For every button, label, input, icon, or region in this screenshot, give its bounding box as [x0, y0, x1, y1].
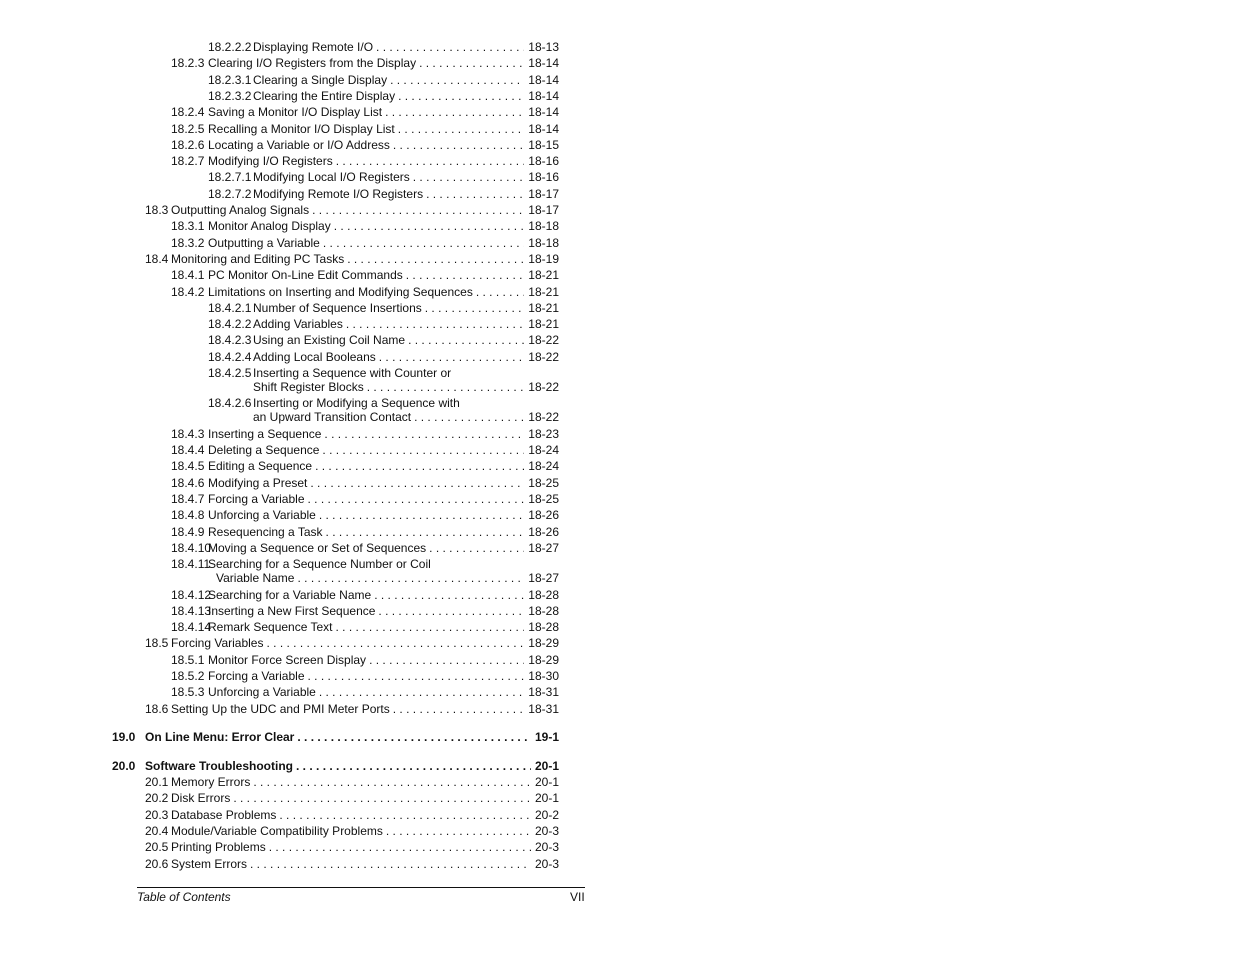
toc-entry-heading[interactable]: [208, 366, 451, 380]
toc-entry[interactable]: [171, 653, 559, 667]
toc-entry-number: 18.4.7: [171, 492, 205, 506]
toc-entry-title: Clearing a Single Display: [253, 73, 388, 87]
toc-entry[interactable]: [171, 492, 559, 506]
toc-dot-leader: [414, 410, 524, 424]
toc-entry-number: 18.4.2.2: [208, 317, 252, 331]
toc-entry[interactable]: [208, 40, 559, 54]
toc-entry-page: 18-14: [528, 122, 559, 136]
toc-entry-number: 18.4.3: [171, 427, 205, 441]
toc-entry-number: 18.4.4: [171, 443, 205, 457]
toc-entry-number: 18.2.7: [171, 154, 205, 168]
toc-entry-page: 18-29: [528, 636, 559, 650]
toc-entry[interactable]: [112, 759, 559, 773]
toc-entry-number: 18.4.2.5: [208, 366, 252, 380]
toc-entry[interactable]: [171, 105, 559, 119]
toc-entry-title-continuation: Shift Register Blocks: [253, 380, 364, 394]
toc-entry-number: 18.2.3: [171, 56, 205, 70]
toc-entry-title: On Line Menu: Error Clear: [145, 730, 295, 744]
toc-dot-leader: [319, 508, 524, 522]
toc-entry-title: Inserting a Sequence: [208, 427, 322, 441]
toc-entry[interactable]: [171, 604, 559, 618]
toc-entry-page: 18-18: [528, 219, 559, 233]
toc-entry-number: 18.5: [145, 636, 169, 650]
toc-entry-number: 20.2: [145, 791, 169, 805]
toc-dot-leader: [406, 268, 525, 282]
toc-entry[interactable]: [171, 285, 559, 299]
toc-entry-number: 18.2.2.2: [208, 40, 252, 54]
toc-entry-title: Resequencing a Task: [208, 525, 323, 539]
toc-entry[interactable]: [216, 571, 559, 585]
toc-dot-leader: [297, 730, 531, 744]
toc-dot-leader: [379, 350, 525, 364]
toc-entry-title: Recalling a Monitor I/O Display List: [208, 122, 395, 136]
toc-dot-leader: [324, 427, 524, 441]
toc-dot-leader: [367, 380, 525, 394]
toc-entry-number: 18.4.1: [171, 268, 205, 282]
footer-section-title: Table of Contents: [137, 890, 231, 904]
toc-entry-page: 18-17: [528, 203, 559, 217]
toc-entry-number: 18.4.2.1: [208, 301, 252, 315]
toc-dot-leader: [322, 443, 524, 457]
toc-entry-title: Modifying a Preset: [208, 476, 308, 490]
toc-entry[interactable]: [171, 588, 559, 602]
toc-entry-page: 18-28: [528, 588, 559, 602]
toc-dot-leader: [323, 236, 524, 250]
toc-entry-number: 18.4.10: [171, 541, 212, 555]
toc-dot-leader: [425, 301, 525, 315]
toc-entry-title: Saving a Monitor I/O Display List: [208, 105, 383, 119]
toc-entry[interactable]: [145, 791, 559, 805]
toc-entry[interactable]: [171, 669, 559, 683]
toc-entry-title: Memory Errors: [171, 775, 251, 789]
toc-dot-leader: [429, 541, 524, 555]
toc-entry-page: 18-24: [528, 459, 559, 473]
toc-entry[interactable]: [171, 427, 559, 441]
toc-entry-page: 18-17: [528, 187, 559, 201]
toc-dot-leader: [326, 525, 525, 539]
toc-entry[interactable]: [145, 636, 559, 650]
toc-entry[interactable]: [145, 252, 559, 266]
toc-entry-title: Disk Errors: [171, 791, 231, 805]
toc-entry[interactable]: [171, 459, 559, 473]
toc-entry-title: Locating a Variable or I/O Address: [208, 138, 390, 152]
toc-entry-number: 18.2.5: [171, 122, 205, 136]
toc-entry[interactable]: [208, 170, 559, 184]
toc-entry-page: 18-25: [528, 492, 559, 506]
footer-page-number: VII: [570, 890, 585, 904]
toc-entry-title: Unforcing a Variable: [208, 508, 316, 522]
toc-entry[interactable]: [171, 525, 559, 539]
toc-dot-leader: [413, 170, 525, 184]
toc-dot-leader: [419, 56, 524, 70]
toc-entry[interactable]: [171, 685, 559, 699]
toc-entry[interactable]: [171, 154, 559, 168]
toc-dot-leader: [390, 73, 524, 87]
toc-entry-title: Monitoring and Editing PC Tasks: [171, 252, 345, 266]
toc-dot-leader: [315, 459, 524, 473]
toc-entry-title: Modifying I/O Registers: [208, 154, 333, 168]
toc-entry-title: Moving a Sequence or Set of Sequences: [208, 541, 427, 555]
toc-entry[interactable]: [171, 219, 559, 233]
toc-entry-number: 18.4.13: [171, 604, 212, 618]
toc-dot-leader: [393, 702, 525, 716]
toc-entry-number: 20.0: [112, 759, 136, 773]
toc-entry-title: Inserting or Modifying a Sequence with: [253, 396, 460, 410]
toc-entry-title: Clearing I/O Registers from the Display: [208, 56, 417, 70]
toc-entry-number: 18.2.6: [171, 138, 205, 152]
toc-entry-number: 19.0: [112, 730, 136, 744]
toc-entry-page: 20-1: [534, 791, 559, 805]
toc-entry-title: Searching for a Variable Name: [208, 588, 372, 602]
toc-entry-title: Module/Variable Compatibility Problems: [171, 824, 383, 838]
toc-entry-page: 18-21: [528, 268, 559, 282]
toc-dot-leader: [310, 476, 524, 490]
toc-dot-leader: [398, 122, 525, 136]
toc-entry-title: Clearing the Entire Display: [253, 89, 396, 103]
toc-entry[interactable]: [171, 443, 559, 457]
toc-entry-page: 18-31: [528, 685, 559, 699]
toc-entry-title: Adding Variables: [253, 317, 343, 331]
toc-entry-number: 18.4.9: [171, 525, 205, 539]
toc-entry-number: 18.4.8: [171, 508, 205, 522]
toc-entry-title: Using an Existing Coil Name: [253, 333, 406, 347]
toc-entry-title: System Errors: [171, 857, 248, 871]
toc-entry-title: Forcing a Variable: [208, 669, 305, 683]
toc-entry-title: Displaying Remote I/O: [253, 40, 374, 54]
toc-entry-page: 18-16: [528, 170, 559, 184]
toc-dot-leader: [279, 808, 531, 822]
toc-entry-number: 20.4: [145, 824, 169, 838]
toc-entry-page: 18-24: [528, 443, 559, 457]
toc-entry-number: 18.4.14: [171, 620, 212, 634]
toc-entry-title: Inserting a New First Sequence: [208, 604, 376, 618]
toc-entry-page: 18-28: [528, 620, 559, 634]
toc-entry-page: 18-26: [528, 508, 559, 522]
toc-dot-leader: [408, 333, 524, 347]
toc-entry-page: 18-19: [528, 252, 559, 266]
toc-entry-number: 20.6: [145, 857, 169, 871]
toc-entry[interactable]: [208, 350, 559, 364]
toc-entry-page: 18-22: [528, 350, 559, 364]
toc-entry-page: 18-21: [528, 285, 559, 299]
toc-entry-page: 19-1: [534, 730, 559, 744]
toc-entry-number: 18.6: [145, 702, 169, 716]
toc-entry-number: 18.4.12: [171, 588, 212, 602]
toc-entry-page: 20-1: [534, 759, 559, 773]
toc-entry-title: Printing Problems: [171, 840, 266, 854]
toc-dot-leader: [308, 492, 525, 506]
toc-entry-heading[interactable]: [171, 557, 431, 571]
toc-entry-page: 20-3: [534, 824, 559, 838]
toc-entry-title: Searching for a Sequence Number or Coil: [208, 557, 431, 571]
toc-dot-leader: [347, 252, 524, 266]
toc-entry-title: Monitor Analog Display: [208, 219, 331, 233]
toc-dot-leader: [386, 824, 531, 838]
toc-dot-leader: [376, 40, 524, 54]
toc-dot-leader: [398, 89, 524, 103]
toc-dot-leader: [297, 571, 524, 585]
toc-entry-page: 18-21: [528, 317, 559, 331]
toc-entry-title: PC Monitor On-Line Edit Commands: [208, 268, 403, 282]
toc-entry-number: 20.5: [145, 840, 169, 854]
toc-entry[interactable]: [208, 73, 559, 87]
toc-entry[interactable]: [171, 138, 559, 152]
toc-entry-title: Forcing Variables: [171, 636, 264, 650]
toc-entry-number: 18.2.3.1: [208, 73, 252, 87]
toc-dot-leader: [336, 620, 525, 634]
toc-dot-leader: [269, 840, 531, 854]
footer-rule: [137, 887, 585, 888]
toc-dot-leader: [369, 653, 524, 667]
toc-entry-page: 18-14: [528, 56, 559, 70]
toc-entry-title: Inserting a Sequence with Counter or: [253, 366, 452, 380]
toc-entry-page: 18-14: [528, 73, 559, 87]
toc-dot-leader: [378, 604, 524, 618]
toc-dot-leader: [346, 317, 524, 331]
toc-entry[interactable]: [171, 236, 559, 250]
toc-dot-leader: [385, 105, 524, 119]
toc-entry[interactable]: [145, 203, 559, 217]
toc-entry[interactable]: [208, 317, 559, 331]
toc-entry-number: 18.2.7.1: [208, 170, 252, 184]
toc-entry-page: 18-22: [528, 380, 559, 394]
toc-entry[interactable]: [145, 824, 559, 838]
toc-entry-number: 18.3.2: [171, 236, 205, 250]
toc-entry-page: 18-21: [528, 301, 559, 315]
toc-entry-page: 18-14: [528, 89, 559, 103]
toc-entry-number: 18.4.2.6: [208, 396, 252, 410]
toc-entry-page: 18-14: [528, 105, 559, 119]
toc-dot-leader: [266, 636, 524, 650]
toc-entry-number: 18.5.2: [171, 669, 205, 683]
toc-entry[interactable]: [171, 268, 559, 282]
toc-entry[interactable]: [145, 808, 559, 822]
toc-entry-page: 18-30: [528, 669, 559, 683]
toc-dot-leader: [393, 138, 524, 152]
toc-entry[interactable]: [145, 857, 559, 871]
toc-entry-number: 20.1: [145, 775, 169, 789]
toc-dot-leader: [374, 588, 524, 602]
toc-entry-page: 18-13: [528, 40, 559, 54]
toc-entry[interactable]: [171, 508, 559, 522]
toc-entry-page: 18-26: [528, 525, 559, 539]
toc-dot-leader: [334, 219, 525, 233]
toc-entry-page: 18-22: [528, 410, 559, 424]
toc-entry-page: 20-3: [534, 857, 559, 871]
toc-entry-number: 18.5.3: [171, 685, 205, 699]
toc-dot-leader: [319, 685, 524, 699]
toc-dot-leader: [426, 187, 524, 201]
toc-entry-number: 18.4: [145, 252, 169, 266]
toc-entry-title: Editing a Sequence: [208, 459, 313, 473]
toc-entry[interactable]: [171, 541, 559, 555]
toc-entry[interactable]: [171, 122, 559, 136]
toc-dot-leader: [476, 285, 524, 299]
toc-dot-leader: [250, 857, 531, 871]
toc-entry-title: Monitor Force Screen Display: [208, 653, 367, 667]
toc-entry-title: Database Problems: [171, 808, 277, 822]
toc-entry-page: 20-2: [534, 808, 559, 822]
toc-entry-number: 18.3: [145, 203, 169, 217]
toc-dot-leader: [296, 759, 531, 773]
toc-entry-title: Software Troubleshooting: [145, 759, 294, 773]
toc-entry[interactable]: [253, 410, 559, 424]
toc-entry[interactable]: [145, 840, 559, 854]
toc-dot-leader: [312, 203, 524, 217]
toc-entry[interactable]: [208, 333, 559, 347]
toc-entry-number: 18.4.2: [171, 285, 205, 299]
toc-entry-page: 18-15: [528, 138, 559, 152]
toc-entry[interactable]: [171, 620, 559, 634]
toc-entry-page: 18-25: [528, 476, 559, 490]
toc-entry-number: 18.2.7.2: [208, 187, 252, 201]
toc-entry-title: Forcing a Variable: [208, 492, 305, 506]
toc-dot-leader: [253, 775, 531, 789]
toc-entry[interactable]: [145, 775, 559, 789]
toc-entry[interactable]: [208, 187, 559, 201]
toc-entry-page: 18-31: [528, 702, 559, 716]
toc-entry-title: Limitations on Inserting and Modifying Sequences: [208, 285, 473, 299]
toc-entry-title-continuation: Variable Name: [216, 571, 295, 585]
toc-entry-title: Setting Up the UDC and PMI Meter Ports: [171, 702, 390, 716]
toc-entry[interactable]: [171, 476, 559, 490]
toc-entry-number: 18.5.1: [171, 653, 205, 667]
toc-entry-page: 20-1: [534, 775, 559, 789]
toc-entry-number: 18.4.2.3: [208, 333, 252, 347]
toc-entry[interactable]: [171, 56, 559, 70]
toc-entry-page: 18-27: [528, 541, 559, 555]
toc-entry-page: 18-27: [528, 571, 559, 585]
toc-entry-title: Remark Sequence Text: [208, 620, 333, 634]
toc-entry-page: 18-18: [528, 236, 559, 250]
toc-dot-leader: [308, 669, 525, 683]
toc-entry-title: Deleting a Sequence: [208, 443, 320, 457]
toc-entry-title-continuation: an Upward Transition Contact: [253, 410, 412, 424]
toc-entry-number: 18.4.6: [171, 476, 205, 490]
toc-entry[interactable]: [145, 702, 559, 716]
toc-entry-number: 18.4.2.4: [208, 350, 252, 364]
toc-entry-title: Unforcing a Variable: [208, 685, 316, 699]
toc-entry-page: 18-16: [528, 154, 559, 168]
toc-entry[interactable]: [208, 301, 559, 315]
toc-entry-number: 18.4.5: [171, 459, 205, 473]
toc-entry-page: 18-22: [528, 333, 559, 347]
toc-entry-page: 18-23: [528, 427, 559, 441]
toc-entry[interactable]: [253, 380, 559, 394]
toc-entry-title: Modifying Remote I/O Registers: [253, 187, 424, 201]
toc-dot-leader: [233, 791, 531, 805]
toc-entry-number: 18.3.1: [171, 219, 205, 233]
toc-entry-number: 18.2.4: [171, 105, 205, 119]
toc-entry-page: 18-28: [528, 604, 559, 618]
toc-entry-page: 20-3: [534, 840, 559, 854]
toc-entry-title: Outputting Analog Signals: [171, 203, 310, 217]
toc-entry-title: Outputting a Variable: [208, 236, 320, 250]
toc-entry-number: 20.3: [145, 808, 169, 822]
toc-entry[interactable]: [208, 89, 559, 103]
toc-entry-number: 18.2.3.2: [208, 89, 252, 103]
toc-dot-leader: [336, 154, 525, 168]
toc-entry-number: 18.4.11: [171, 557, 211, 571]
toc-entry-heading[interactable]: [208, 396, 460, 410]
toc-entry-title: Modifying Local I/O Registers: [253, 170, 410, 184]
toc-entry-page: 18-29: [528, 653, 559, 667]
toc-entry[interactable]: [112, 730, 559, 744]
toc-entry-title: Number of Sequence Insertions: [253, 301, 422, 315]
toc-entry-title: Adding Local Booleans: [253, 350, 376, 364]
